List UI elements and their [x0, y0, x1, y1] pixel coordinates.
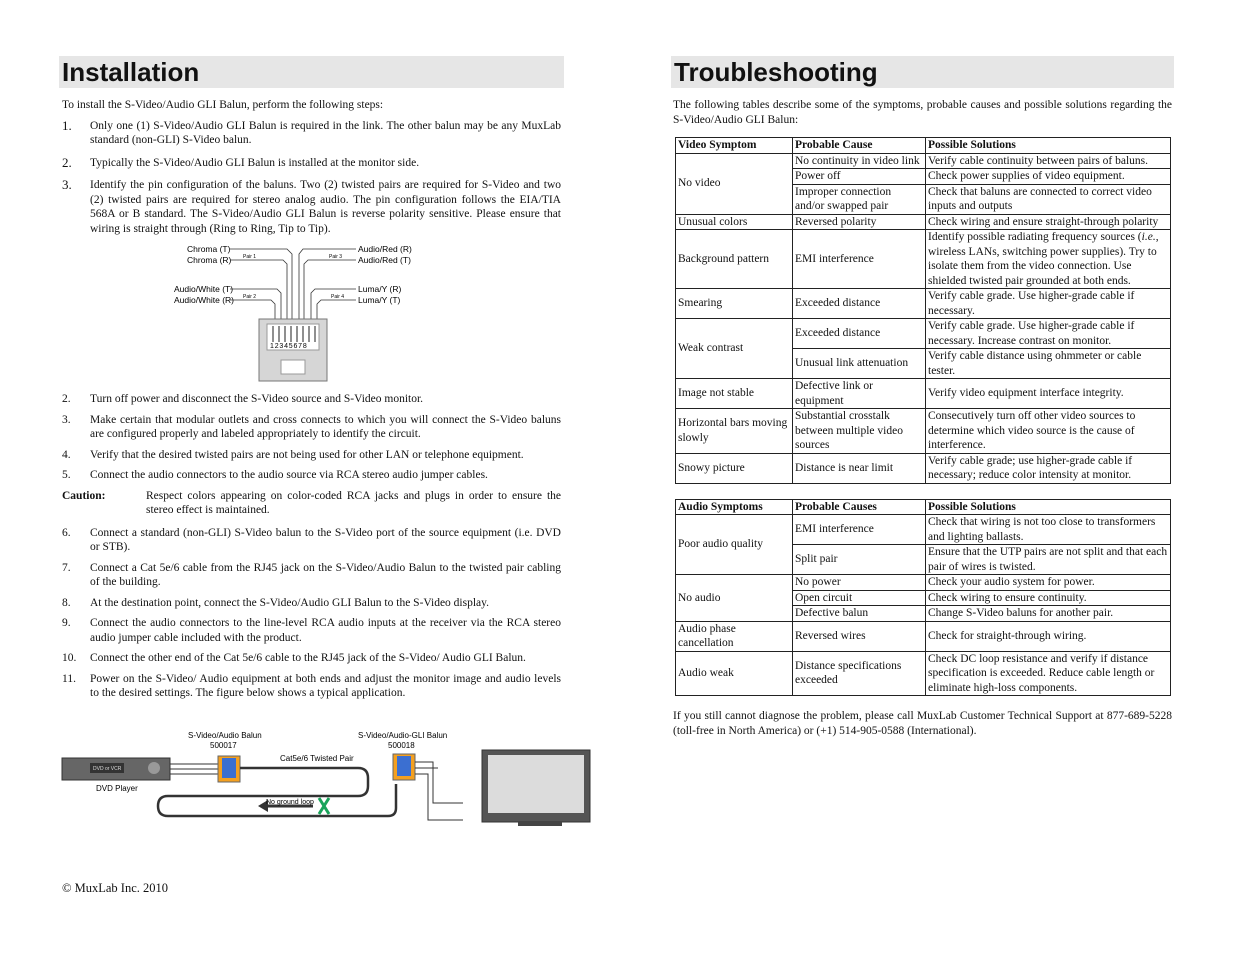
table-header-row: [676, 138, 1171, 154]
troubleshooting-section: [671, 56, 1174, 738]
cause-cell: Improper connection and/or swapped pair: [793, 184, 926, 214]
cause-cell: Open circuit: [793, 590, 926, 606]
table-row: [676, 153, 1171, 169]
solution-cell: Check your audio system for power.: [926, 575, 1171, 591]
pin-label: Luma/Y (T): [358, 295, 401, 305]
pin-label: Audio/Red (R): [358, 244, 412, 254]
solution-cell: Verify cable grade. Use higher-grade cable if necessary.: [926, 289, 1171, 319]
solution-cell: Change S-Video baluns for another pair.: [926, 606, 1171, 622]
cause-cell: Unusual link attenuation: [793, 349, 926, 379]
step-item: 2. Typically the S-Video/Audio GLI Balun is installed at the monitor side.: [62, 154, 420, 170]
caution-note: [59, 489, 564, 518]
symptom-cell: Snowy picture: [676, 453, 793, 483]
pin-diagram-svg: [59, 244, 564, 386]
step-item: 8. At the destination point, connect the S-Video/Audio GLI Balun to the S-Video display.: [62, 596, 490, 609]
column-header: Probable Causes: [793, 499, 926, 515]
cause-cell: Exceeded distance: [793, 289, 926, 319]
solution-cell: Ensure that the UTP pairs are not split and that each pair of wires is twisted.: [926, 545, 1171, 575]
step-item: 4. Verify that the desired twisted pairs are not being used for other LAN or telephone equipment.: [62, 448, 524, 461]
cause-cell: EMI interference: [793, 515, 926, 545]
no-ground-loop-label: No ground loop: [266, 799, 314, 806]
symptom-cell: No audio: [676, 575, 793, 622]
installation-intro: To install the S-Video/Audio GLI Balun, perform the following steps:: [62, 99, 384, 111]
support-contact-text: If you still cannot diagnose the problem, please call MuxLab Customer Technical Support at 877-689-5228 (toll-free in North America) or (+1) 514-905-0588 (International).: [673, 710, 1172, 737]
cable-label: Cat5e/6 Twisted Pair: [280, 754, 354, 763]
symptom-cell: Image not stable: [676, 379, 793, 409]
pin-label: Audio/White (R): [174, 295, 234, 305]
table-row: [676, 575, 1171, 591]
column-header: Video Symptom: [676, 138, 793, 154]
symptom-cell: Audio weak: [676, 651, 793, 696]
table-header-row: [676, 499, 1171, 515]
step-item: 5. Connect the audio connectors to the audio source via RCA stereo audio jumper cables.: [62, 469, 488, 481]
application-diagram: [58, 728, 593, 828]
caution-label: Caution:: [62, 489, 106, 502]
step-item: 7. Connect a Cat 5e/6 cable from the RJ45 jack on the S-Video/Audio Balun to the twisted pair cabling of the building.: [62, 561, 561, 588]
cause-cell: No power: [793, 575, 926, 591]
symptom-cell: Smearing: [676, 289, 793, 319]
pair-label: Pair 3: [329, 254, 343, 260]
solution-cell: Identify possible radiating frequency sources (i.e., wireless LANs, switching power supplies). Try to isolate them from the video connection. Use shielded twisted pair grounded at both ends.: [926, 230, 1171, 289]
pair-label: Pair 2: [243, 294, 257, 300]
copyright-footer: © MuxLab Inc. 2010: [62, 881, 169, 895]
cause-cell: Defective balun: [793, 606, 926, 622]
solution-cell: Check DC loop resistance and verify if distance specification is exceeded. Reduce cable length or eliminate high-loss components.: [926, 651, 1171, 696]
symptom-cell: Poor audio quality: [676, 515, 793, 575]
steps-list-c: [59, 526, 564, 701]
pin-configuration-diagram: [59, 244, 564, 386]
column-header: Audio Symptoms: [676, 499, 793, 515]
table-row: [676, 379, 1171, 409]
troubleshooting-heading: Troubleshooting: [671, 56, 1174, 88]
solution-cell: Verify cable distance using ohmmeter or cable tester.: [926, 349, 1171, 379]
balun2-label: S-Video/Audio-GLI Balun: [358, 731, 448, 740]
installation-section: [59, 56, 564, 705]
solution-cell: Check wiring and ensure straight-through polarity: [926, 214, 1171, 230]
column-header: Probable Cause: [793, 138, 926, 154]
symptom-cell: Weak contrast: [676, 319, 793, 379]
steps-list-a: [59, 119, 564, 237]
troubleshooting-intro: The following tables describe some of the symptoms, probable causes and possible solutions regarding the S-Video/Audio GLI Balun:: [673, 99, 1172, 126]
solution-cell: Check wiring to ensure continuity.: [926, 590, 1171, 606]
table-row: [676, 319, 1171, 349]
caution-text: Respect colors appearing on color-coded RCA jacks and plugs in order to ensure the stereo effect is maintained.: [146, 489, 561, 516]
table-row: [676, 214, 1171, 230]
solution-cell: Check for straight-through wiring.: [926, 621, 1171, 651]
pin-label: Chroma (T): [187, 244, 231, 254]
table-row: [676, 651, 1171, 696]
solution-cell: Check that wiring is not too close to transformers and lighting ballasts.: [926, 515, 1171, 545]
solution-cell: Check that baluns are connected to correct video inputs and outputs: [926, 184, 1171, 214]
pin-label: Audio/White (T): [174, 284, 234, 294]
cause-cell: EMI interference: [793, 230, 926, 289]
cause-cell: Exceeded distance: [793, 319, 926, 349]
column-header: Possible Solutions: [926, 499, 1171, 515]
balun1-label: S-Video/Audio Balun: [188, 731, 262, 740]
solution-cell: Verify cable grade. Use higher-grade cable if necessary. Increase contrast on monitor.: [926, 319, 1171, 349]
steps-list-b: [59, 392, 564, 483]
balun1-part: 500017: [210, 741, 237, 750]
column-header: Possible Solutions: [926, 138, 1171, 154]
pin-label: Audio/Red (T): [358, 255, 411, 265]
cause-cell: Substantial crosstalk between multiple video sources: [793, 409, 926, 454]
solution-cell: Verify video equipment interface integrity.: [926, 379, 1171, 409]
step-item: 9. Connect the audio connectors to the line-level RCA audio inputs at the receiver via the RCA stereo audio jumper cable included with the product.: [62, 617, 561, 644]
solution-cell: Check power supplies of video equipment.: [926, 169, 1171, 185]
dvd-player-label: DVD Player: [96, 784, 138, 793]
cause-cell: Defective link or equipment: [793, 379, 926, 409]
step-item: 10. Connect the other end of the Cat 5e/6 cable to the RJ45 jack of the S-Video/ Audio GLI Balun.: [62, 652, 526, 664]
cause-cell: Distance is near limit: [793, 453, 926, 483]
table-row: [676, 289, 1171, 319]
pin-label: Luma/Y (R): [358, 284, 402, 294]
pair-label: Pair 1: [243, 254, 257, 260]
table-row: [676, 453, 1171, 483]
symptom-cell: Unusual colors: [676, 214, 793, 230]
cause-cell: Split pair: [793, 545, 926, 575]
step-item: 3. Make certain that modular outlets and cross connects to which you will connect the S-Video baluns are configured properly and labeled appropriately to identify the circuit.: [62, 413, 561, 440]
step-item: 2. Turn off power and disconnect the S-Video source and S-Video monitor.: [62, 393, 424, 405]
pin-numbers: 12345678: [270, 343, 308, 350]
symptom-cell: No video: [676, 153, 793, 214]
step-item: 6. Connect a standard (non-GLI) S-Video balun to the S-Video port of the source equipment (i.e. DVD or STB).: [62, 526, 561, 553]
dvd-screen-text: DVD or VCR: [93, 766, 122, 772]
cause-cell: Distance specifications exceeded: [793, 651, 926, 696]
symptom-cell: Horizontal bars moving slowly: [676, 409, 793, 454]
cause-cell: No continuity in video link: [793, 153, 926, 169]
symptom-cell: Audio phase cancellation: [676, 621, 793, 651]
symptom-cell: Background pattern: [676, 230, 793, 289]
step-item: 3. Identify the pin configuration of the baluns. Two (2) twisted pairs are required for S-Video and two (2) twisted pairs are required for stereo analog audio. The pin configuration follows the EIA/TIA 568A or B standard. The S-Video/Audio GLI Balun is reverse polarity sensitive. Please ensure that wiring is straight through (Ring to Ring, Tip to Tip).: [62, 177, 561, 235]
pair-label: Pair 4: [331, 294, 345, 300]
step-item: 1. Only one (1) S-Video/Audio GLI Balun is required in the link. The other balun may be any MuxLab standard (non-GLI) S-Video balun.: [62, 117, 561, 146]
audio-troubleshooting-table: [675, 499, 1171, 697]
solution-cell: Verify cable continuity between pairs of baluns.: [926, 153, 1171, 169]
cause-cell: Power off: [793, 169, 926, 185]
table-row: [676, 230, 1171, 289]
cause-cell: Reversed polarity: [793, 214, 926, 230]
video-troubleshooting-table: [675, 137, 1171, 484]
table-row: [676, 621, 1171, 651]
cause-cell: Reversed wires: [793, 621, 926, 651]
table-row: [676, 515, 1171, 545]
step-item: 11. Power on the S-Video/ Audio equipment at both ends and adjust the monitor image and audio levels to the desired settings. The figure below shows a typical application.: [62, 672, 561, 699]
table-row: [676, 409, 1171, 454]
solution-cell: Verify cable grade; use higher-grade cable if necessary; reduce color intensity at monitor.: [926, 453, 1171, 483]
pin-label: Chroma (R): [187, 255, 232, 265]
balun2-part: 500018: [388, 741, 415, 750]
installation-heading: Installation: [59, 56, 564, 88]
solution-cell: Consecutively turn off other video sources to determine which video source is the cause of interference.: [926, 409, 1171, 454]
